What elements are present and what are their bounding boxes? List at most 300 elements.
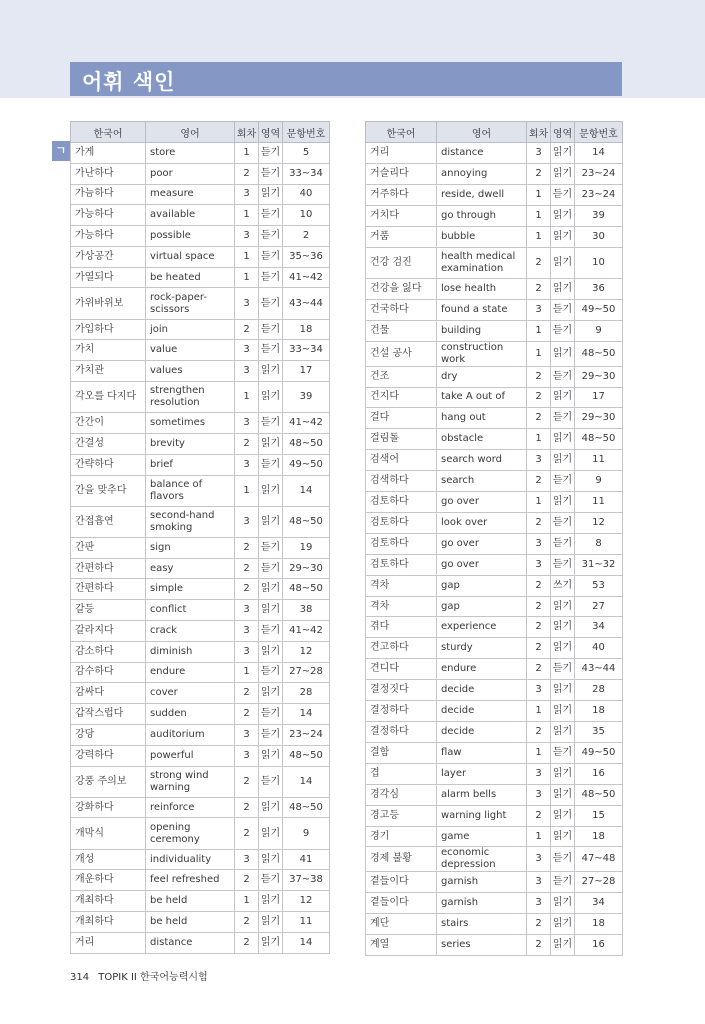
cell-section: 읽기	[551, 701, 575, 722]
cell-section: 듣기	[551, 554, 575, 575]
cell-session: 2	[527, 163, 551, 184]
cell-question-number: 28	[575, 680, 623, 701]
cell-korean: 간판	[71, 537, 146, 558]
cell-section: 읽기	[551, 935, 575, 956]
header-section: 영역	[259, 122, 283, 143]
cell-korean: 걸림돌	[366, 429, 437, 450]
cell-question-number: 41	[283, 849, 330, 870]
cell-section: 읽기	[551, 722, 575, 743]
cell-section: 듣기	[259, 205, 283, 226]
table-row	[366, 533, 623, 554]
cell-korean: 개막식	[71, 818, 146, 849]
cell-session: 3	[235, 641, 259, 662]
table-row	[366, 914, 623, 935]
cell-session: 3	[527, 784, 551, 805]
table-row	[366, 659, 623, 680]
cell-section: 듣기	[259, 226, 283, 247]
cell-section: 듣기	[259, 621, 283, 642]
cell-question-number: 39	[283, 382, 330, 413]
cell-section: 읽기	[551, 893, 575, 914]
cell-session: 3	[235, 506, 259, 537]
cell-question-number: 48~50	[283, 797, 330, 818]
cell-question-number: 8	[575, 533, 623, 554]
cell-question-number: 27~28	[575, 872, 623, 893]
table-row	[366, 596, 623, 617]
table-row	[366, 701, 623, 722]
cell-english: individuality	[146, 849, 235, 870]
cell-question-number: 23~24	[575, 184, 623, 205]
cell-section: 듣기	[551, 366, 575, 387]
table-row	[71, 600, 330, 621]
table-row	[71, 340, 330, 361]
table-row	[71, 267, 330, 288]
cell-session: 2	[527, 387, 551, 408]
table-header-row	[366, 122, 623, 143]
cell-english: brevity	[146, 433, 235, 454]
header-english: 영어	[146, 122, 235, 143]
cell-section: 읽기	[551, 429, 575, 450]
cell-korean: 가늠하다	[71, 184, 146, 205]
table-row	[71, 319, 330, 340]
cell-korean: 경각심	[366, 784, 437, 805]
cell-english: opening ceremony	[146, 818, 235, 849]
cell-english: go over	[437, 554, 527, 575]
cell-korean: 가위바위보	[71, 288, 146, 319]
cell-question-number: 48~50	[283, 745, 330, 766]
cell-question-number: 14	[575, 143, 623, 164]
cell-section: 듣기	[259, 246, 283, 267]
table-row	[71, 849, 330, 870]
cell-session: 1	[527, 205, 551, 226]
cell-english: flaw	[437, 742, 527, 763]
cell-session: 3	[235, 361, 259, 382]
cell-session: 2	[527, 914, 551, 935]
cell-question-number: 12	[283, 641, 330, 662]
cell-session: 2	[235, 797, 259, 818]
table-row	[71, 143, 330, 164]
table-row	[71, 683, 330, 704]
cell-section: 듣기	[551, 471, 575, 492]
table-row	[366, 805, 623, 826]
cell-question-number: 23~24	[283, 724, 330, 745]
cell-section: 읽기	[259, 912, 283, 933]
cell-korean: 결정하다	[366, 722, 437, 743]
cell-english: brief	[146, 454, 235, 475]
cell-session: 3	[527, 554, 551, 575]
table-row	[366, 763, 623, 784]
cell-korean: 결함	[366, 742, 437, 763]
cell-english: experience	[437, 617, 527, 638]
cell-session: 2	[527, 805, 551, 826]
cell-korean: 갈라지다	[71, 621, 146, 642]
table-row	[71, 163, 330, 184]
table-row	[366, 893, 623, 914]
cell-korean: 간을 맞추다	[71, 475, 146, 506]
cell-section: 읽기	[259, 506, 283, 537]
table-row	[366, 742, 623, 763]
header-korean: 한국어	[366, 122, 437, 143]
cell-english: warning light	[437, 805, 527, 826]
cell-english: available	[146, 205, 235, 226]
cell-english: search word	[437, 450, 527, 471]
cell-korean: 견고하다	[366, 638, 437, 659]
cell-korean: 검색하다	[366, 471, 437, 492]
cell-question-number: 49~50	[283, 454, 330, 475]
table-row	[71, 537, 330, 558]
cell-section: 읽기	[551, 914, 575, 935]
cell-session: 2	[235, 704, 259, 725]
table-row	[366, 387, 623, 408]
cell-english: endure	[146, 662, 235, 683]
cell-session: 2	[527, 366, 551, 387]
cell-question-number: 18	[283, 319, 330, 340]
cell-korean: 검토하다	[366, 533, 437, 554]
cell-question-number: 48~50	[575, 341, 623, 366]
cell-korean: 건국하다	[366, 299, 437, 320]
cell-english: diminish	[146, 641, 235, 662]
cell-section: 듣기	[259, 724, 283, 745]
cell-question-number: 9	[575, 320, 623, 341]
cell-session: 2	[235, 683, 259, 704]
cell-session: 2	[527, 512, 551, 533]
cell-question-number: 9	[283, 818, 330, 849]
table-row	[366, 450, 623, 471]
page-number: 314	[70, 972, 90, 983]
table-row	[71, 745, 330, 766]
cell-question-number: 37~38	[283, 870, 330, 891]
cell-session: 3	[527, 872, 551, 893]
table-header-row	[71, 122, 330, 143]
cell-english: decide	[437, 701, 527, 722]
cell-english: strengthen resolution	[146, 382, 235, 413]
cell-question-number: 34	[575, 617, 623, 638]
cell-english: second-hand smoking	[146, 506, 235, 537]
cell-section: 듣기	[551, 659, 575, 680]
header-korean: 한국어	[71, 122, 146, 143]
cell-korean: 곁들이다	[366, 893, 437, 914]
cell-section: 듣기	[259, 143, 283, 164]
cell-english: distance	[146, 932, 235, 953]
cell-session: 3	[527, 763, 551, 784]
cell-question-number: 43~44	[575, 659, 623, 680]
cell-korean: 거슬리다	[366, 163, 437, 184]
cell-section: 듣기	[259, 413, 283, 434]
cell-question-number: 40	[283, 184, 330, 205]
cell-question-number: 18	[575, 914, 623, 935]
cell-korean: 검토하다	[366, 492, 437, 513]
table-row	[71, 724, 330, 745]
left-vocab-table	[70, 121, 330, 954]
cell-korean: 개성	[71, 849, 146, 870]
cell-section: 읽기	[259, 683, 283, 704]
cell-english: look over	[437, 512, 527, 533]
cell-section: 쓰기	[551, 575, 575, 596]
cell-question-number: 17	[575, 387, 623, 408]
cell-section: 읽기	[259, 600, 283, 621]
cell-english: value	[146, 340, 235, 361]
cell-korean: 감싸다	[71, 683, 146, 704]
cell-session: 1	[527, 492, 551, 513]
cell-english: building	[437, 320, 527, 341]
cell-korean: 계열	[366, 935, 437, 956]
table-row	[71, 361, 330, 382]
cell-session: 1	[235, 205, 259, 226]
cell-english: economic depression	[437, 847, 527, 872]
cell-english: balance of flavors	[146, 475, 235, 506]
table-row	[366, 163, 623, 184]
cell-question-number: 48~50	[283, 433, 330, 454]
table-row	[71, 912, 330, 933]
cell-question-number: 48~50	[575, 784, 623, 805]
cell-session: 1	[527, 184, 551, 205]
cell-section: 읽기	[551, 450, 575, 471]
cell-section: 듣기	[259, 870, 283, 891]
book-title: TOPIK II 한국어능력시험	[98, 972, 208, 983]
cell-english: take A out of	[437, 387, 527, 408]
cell-session: 3	[527, 143, 551, 164]
cell-question-number: 48~50	[283, 506, 330, 537]
cell-korean: 검토하다	[366, 554, 437, 575]
cell-session: 3	[235, 288, 259, 319]
cell-english: health medical examination	[437, 247, 527, 278]
cell-korean: 격차	[366, 596, 437, 617]
cell-section: 읽기	[551, 341, 575, 366]
cell-section: 읽기	[259, 818, 283, 849]
cell-english: values	[146, 361, 235, 382]
table-row	[71, 184, 330, 205]
cell-question-number: 10	[575, 247, 623, 278]
cell-session: 1	[235, 475, 259, 506]
cell-question-number: 12	[575, 512, 623, 533]
cell-english: dry	[437, 366, 527, 387]
cell-session: 1	[527, 701, 551, 722]
cell-korean: 검토하다	[366, 512, 437, 533]
table-row	[71, 870, 330, 891]
cell-korean: 거품	[366, 226, 437, 247]
cell-question-number: 27	[575, 596, 623, 617]
cell-session: 3	[235, 724, 259, 745]
cell-korean: 겹	[366, 763, 437, 784]
cell-session: 2	[527, 638, 551, 659]
cell-session: 2	[527, 596, 551, 617]
cell-english: possible	[146, 226, 235, 247]
cell-korean: 경고등	[366, 805, 437, 826]
cell-english: reside, dwell	[437, 184, 527, 205]
cell-english: be heated	[146, 267, 235, 288]
cell-section: 읽기	[551, 784, 575, 805]
table-row	[71, 506, 330, 537]
cell-session: 2	[235, 932, 259, 953]
page-title: 어휘 색인	[82, 70, 176, 94]
cell-session: 2	[235, 319, 259, 340]
cell-section: 읽기	[551, 596, 575, 617]
cell-question-number: 30	[575, 226, 623, 247]
cell-korean: 감소하다	[71, 641, 146, 662]
cell-session: 1	[235, 382, 259, 413]
cell-english: game	[437, 826, 527, 847]
cell-session: 2	[235, 433, 259, 454]
cell-english: go over	[437, 492, 527, 513]
cell-english: hang out	[437, 408, 527, 429]
cell-section: 읽기	[551, 680, 575, 701]
header-session: 회차	[527, 122, 551, 143]
cell-section: 읽기	[551, 226, 575, 247]
cell-section: 읽기	[551, 387, 575, 408]
table-row	[366, 320, 623, 341]
cell-session: 1	[527, 320, 551, 341]
cell-session: 2	[235, 870, 259, 891]
cell-session: 2	[235, 766, 259, 797]
cell-english: virtual space	[146, 246, 235, 267]
cell-question-number: 33~34	[283, 340, 330, 361]
cell-korean: 개최하다	[71, 891, 146, 912]
cell-english: gap	[437, 575, 527, 596]
cell-session: 2	[235, 558, 259, 579]
cell-session: 3	[527, 847, 551, 872]
cell-session: 1	[527, 742, 551, 763]
cell-question-number: 53	[575, 575, 623, 596]
cell-korean: 격차	[366, 575, 437, 596]
cell-question-number: 11	[575, 492, 623, 513]
header-question-number: 문항번호	[283, 122, 330, 143]
cell-question-number: 36	[575, 278, 623, 299]
table-row	[71, 288, 330, 319]
cell-korean: 검색어	[366, 450, 437, 471]
cell-korean: 결정짓다	[366, 680, 437, 701]
cell-session: 2	[235, 818, 259, 849]
cell-session: 3	[527, 680, 551, 701]
cell-section: 듣기	[259, 537, 283, 558]
cell-section: 듣기	[551, 847, 575, 872]
cell-question-number: 18	[575, 826, 623, 847]
cell-question-number: 27~28	[283, 662, 330, 683]
cell-question-number: 16	[575, 935, 623, 956]
cell-section: 듣기	[551, 742, 575, 763]
cell-english: cover	[146, 683, 235, 704]
cell-question-number: 48~50	[283, 579, 330, 600]
cell-korean: 각오를 다지다	[71, 382, 146, 413]
cell-section: 듣기	[259, 288, 283, 319]
cell-korean: 건강 검진	[366, 247, 437, 278]
cell-session: 2	[527, 722, 551, 743]
cell-section: 듣기	[551, 408, 575, 429]
cell-session: 2	[235, 537, 259, 558]
cell-session: 1	[235, 891, 259, 912]
cell-question-number: 12	[283, 891, 330, 912]
cell-korean: 건강을 잃다	[366, 278, 437, 299]
header-section: 영역	[551, 122, 575, 143]
header-question-number: 문항번호	[575, 122, 623, 143]
cell-korean: 가치	[71, 340, 146, 361]
cell-section: 읽기	[259, 891, 283, 912]
cell-question-number: 47~48	[575, 847, 623, 872]
cell-english: alarm bells	[437, 784, 527, 805]
cell-question-number: 43~44	[283, 288, 330, 319]
cell-session: 3	[235, 413, 259, 434]
table-row	[366, 872, 623, 893]
cell-korean: 건설 공사	[366, 341, 437, 366]
cell-section: 읽기	[259, 641, 283, 662]
cell-korean: 갈등	[71, 600, 146, 621]
cell-korean: 갑작스럽다	[71, 704, 146, 725]
cell-korean: 강당	[71, 724, 146, 745]
cell-english: garnish	[437, 893, 527, 914]
cell-korean: 감수하다	[71, 662, 146, 683]
cell-session: 1	[235, 662, 259, 683]
table-row	[71, 226, 330, 247]
cell-question-number: 14	[283, 475, 330, 506]
cell-question-number: 34	[575, 893, 623, 914]
table-row	[71, 641, 330, 662]
cell-english: sign	[146, 537, 235, 558]
cell-session: 2	[235, 912, 259, 933]
table-row	[71, 433, 330, 454]
cell-question-number: 41~42	[283, 413, 330, 434]
table-row	[366, 278, 623, 299]
cell-session: 3	[235, 184, 259, 205]
table-row	[366, 184, 623, 205]
table-row	[71, 621, 330, 642]
cell-korean: 거리	[366, 143, 437, 164]
cell-question-number: 28	[283, 683, 330, 704]
cell-question-number: 16	[575, 763, 623, 784]
table-row	[71, 475, 330, 506]
cell-korean: 강풍 주의보	[71, 766, 146, 797]
cell-english: powerful	[146, 745, 235, 766]
cell-korean: 경기	[366, 826, 437, 847]
table-row	[366, 784, 623, 805]
cell-question-number: 49~50	[575, 742, 623, 763]
cell-question-number: 39	[575, 205, 623, 226]
table-row	[366, 143, 623, 164]
cell-section: 듣기	[551, 184, 575, 205]
cell-section: 듣기	[259, 766, 283, 797]
cell-question-number: 29~30	[283, 558, 330, 579]
cell-question-number: 33~34	[283, 163, 330, 184]
cell-session: 2	[235, 579, 259, 600]
table-row	[366, 341, 623, 366]
table-row	[366, 429, 623, 450]
cell-session: 2	[527, 575, 551, 596]
cell-question-number: 14	[283, 704, 330, 725]
cell-session: 2	[527, 278, 551, 299]
table-row	[366, 638, 623, 659]
table-row	[71, 413, 330, 434]
cell-session: 3	[235, 340, 259, 361]
cell-korean: 간간이	[71, 413, 146, 434]
cell-section: 읽기	[259, 579, 283, 600]
cell-english: decide	[437, 722, 527, 743]
table-row	[366, 492, 623, 513]
cell-section: 듣기	[259, 319, 283, 340]
cell-section: 읽기	[551, 617, 575, 638]
cell-question-number: 41~42	[283, 621, 330, 642]
table-row	[366, 512, 623, 533]
cell-question-number: 17	[283, 361, 330, 382]
table-row	[366, 680, 623, 701]
cell-section: 듣기	[551, 320, 575, 341]
cell-korean: 거치다	[366, 205, 437, 226]
cell-session: 3	[235, 454, 259, 475]
cell-korean: 가입하다	[71, 319, 146, 340]
table-row	[366, 575, 623, 596]
cell-question-number: 41~42	[283, 267, 330, 288]
cell-english: poor	[146, 163, 235, 184]
cell-korean: 가치관	[71, 361, 146, 382]
cell-korean: 거리	[71, 932, 146, 953]
cell-korean: 건조	[366, 366, 437, 387]
cell-section: 읽기	[259, 932, 283, 953]
